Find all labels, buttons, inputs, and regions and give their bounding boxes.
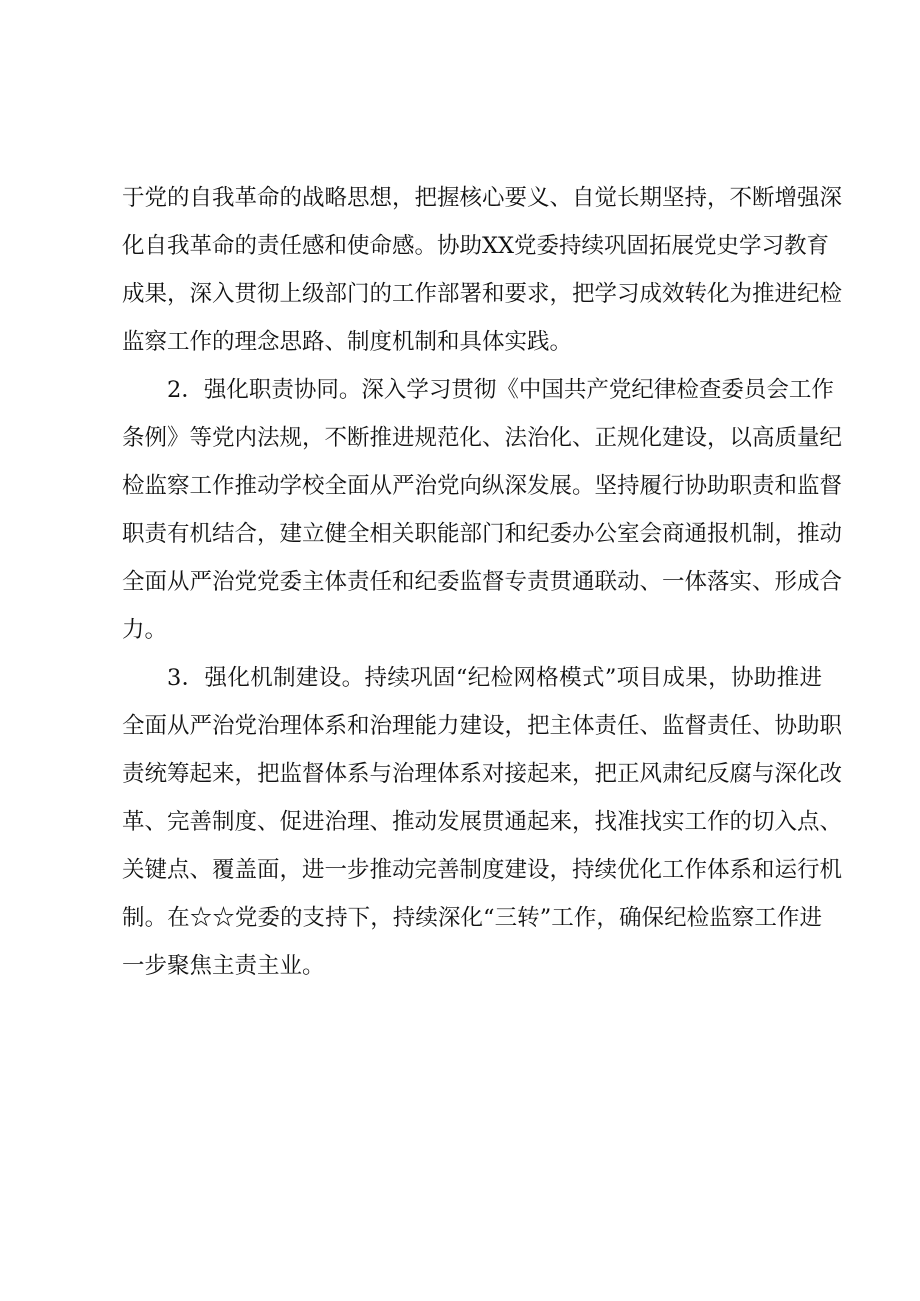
paragraph-continuation xyxy=(122,174,843,366)
text-line: 全面从严治党治理体系和治理能力建设，把主体责任、监督责任、协助职 xyxy=(122,713,843,739)
text-line: 革、完善制度、促进治理、推动发展贯通起来，找准找实工作的切入点、 xyxy=(122,809,843,835)
text-line: 3．强化机制建设。持续巩固“纪检网格模式”项目成果，协助推进 xyxy=(167,665,822,691)
text-line: 化自我革命的责任感和使命感。协助XX党委持续巩固拓展党史学习教育 xyxy=(122,233,830,259)
text-line: 监察工作的理念思路、制度机制和具体实践。 xyxy=(122,329,573,355)
text-line: 职责有机结合，建立健全相关职能部门和纪委办公室会商通报机制，推动 xyxy=(122,521,843,547)
text-line: 检监察工作推动学校全面从严治党向纵深发展。坚持履行协助职责和监督 xyxy=(122,473,843,499)
text-line: 责统筹起来，把监督体系与治理体系对接起来，把正风肃纪反腐与深化改 xyxy=(122,761,843,787)
text-line: 2．强化职责协同。深入学习贯彻《中国共产党纪律检查委员会工作 xyxy=(167,377,834,403)
text-line: 关键点、覆盖面，进一步推动完善制度建设，持续优化工作体系和运行机 xyxy=(122,857,843,883)
text-line: 全面从严治党党委主体责任和纪委监督专责贯通联动、一体落实、形成合 xyxy=(122,569,843,595)
text-line: 条例》等党内法规，不断推进规范化、法治化、正规化建设，以高质量纪 xyxy=(122,425,843,451)
text-line: 一步聚焦主责主业。 xyxy=(122,953,325,979)
paragraph-item-2 xyxy=(122,366,843,654)
text-line: 于党的自我革命的战略思想，把握核心要义、自觉长期坚持，不断增强深 xyxy=(122,185,843,211)
text-line: 成果，深入贯彻上级部门的工作部署和要求，把学习成效转化为推进纪检 xyxy=(122,281,843,307)
document-body xyxy=(122,174,843,990)
text-line: 制。在☆☆党委的支持下，持续深化“三转”工作，确保纪检监察工作进 xyxy=(122,905,822,931)
text-line: 力。 xyxy=(122,617,168,643)
paragraph-item-3 xyxy=(122,654,843,990)
